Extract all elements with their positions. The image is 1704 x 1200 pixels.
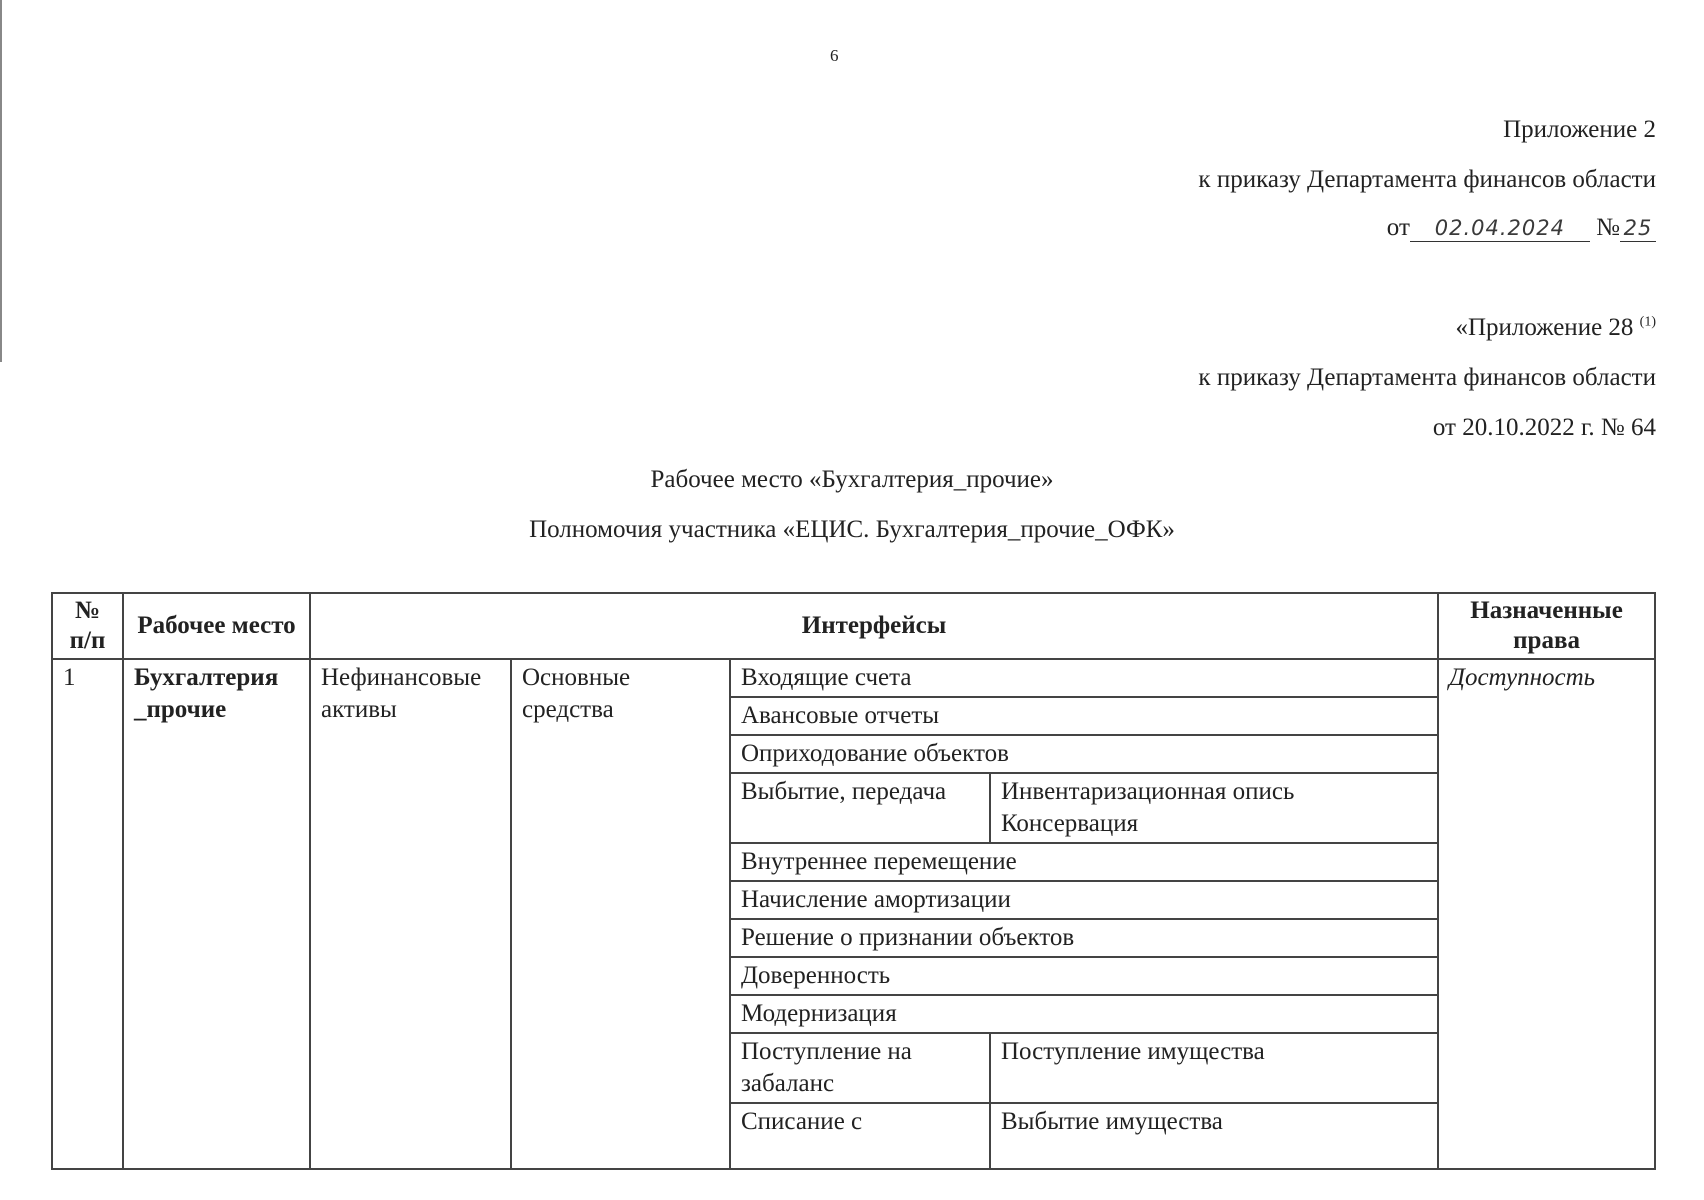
- header-num: № п/п: [52, 593, 123, 659]
- permissions-table: [51, 592, 1656, 1170]
- handwritten-number: 25: [1620, 215, 1656, 242]
- interface-item: Входящие счета: [730, 659, 1438, 697]
- cell-workplace: Бухгалтерия _прочие: [123, 659, 310, 1169]
- interface-item: Выбытие, передача: [730, 773, 990, 843]
- interface-item: Решение о признании объектов: [730, 919, 1438, 957]
- cell-level1: Нефинансовые активы: [310, 659, 511, 1169]
- handwritten-date: 02.04.2024: [1410, 215, 1590, 242]
- cell-rights: Доступность: [1438, 659, 1655, 1169]
- header-rights: Назначенные права: [1438, 593, 1655, 659]
- interface-item: Начисление амортизации: [730, 881, 1438, 919]
- interface-item: Списание с: [730, 1103, 990, 1169]
- original-appendix-title: «Приложение 28 $^{(1)}$: [1455, 314, 1656, 341]
- original-appendix-date: от 20.10.2022 г. № 64: [1432, 414, 1656, 441]
- footnote-mark: (1): [1639, 314, 1656, 330]
- interface-subitem: Инвентаризационная опись: [1001, 778, 1295, 805]
- interface-item: Модернизация: [730, 995, 1438, 1033]
- interface-subitem: Выбытие имущества: [990, 1103, 1438, 1169]
- header-workplace: Рабочее место: [123, 593, 310, 659]
- table-row: [52, 659, 1655, 697]
- cell-num: 1: [52, 659, 123, 1169]
- workplace-title: Рабочее место «Бухгалтерия_прочие»: [650, 466, 1054, 493]
- appendix-date-line: [1387, 214, 1656, 242]
- interface-item: Внутреннее перемещение: [730, 843, 1438, 881]
- appendix-order-ref: к приказу Департамента финансов области: [1198, 166, 1656, 193]
- interface-item: Оприходование объектов: [730, 735, 1438, 773]
- date-prefix: от: [1386, 214, 1410, 241]
- page-number: 6: [830, 46, 839, 65]
- interface-item: Доверенность: [730, 957, 1438, 995]
- interface-item: Поступление на забаланс: [730, 1033, 990, 1103]
- header-interfaces: Интерфейсы: [310, 593, 1438, 659]
- cell-level2: Основные средства: [511, 659, 730, 1169]
- interface-subitem: Поступление имущества: [990, 1033, 1438, 1103]
- original-appendix-order-ref: к приказу Департамента финансов области: [1198, 364, 1656, 391]
- appendix-title: Приложение 2: [1503, 116, 1656, 143]
- left-margin-line: [0, 0, 2, 362]
- number-prefix: №: [1596, 214, 1620, 241]
- interface-subitems: [990, 773, 1438, 843]
- interface-item: Авансовые отчеты: [730, 697, 1438, 735]
- authority-title: Полномочия участника «ЕЦИС. Бухгалтерия_прочие_ОФК»: [529, 516, 1175, 543]
- interface-subitem: Консервация: [1001, 810, 1139, 837]
- table-header-row: [52, 593, 1655, 659]
